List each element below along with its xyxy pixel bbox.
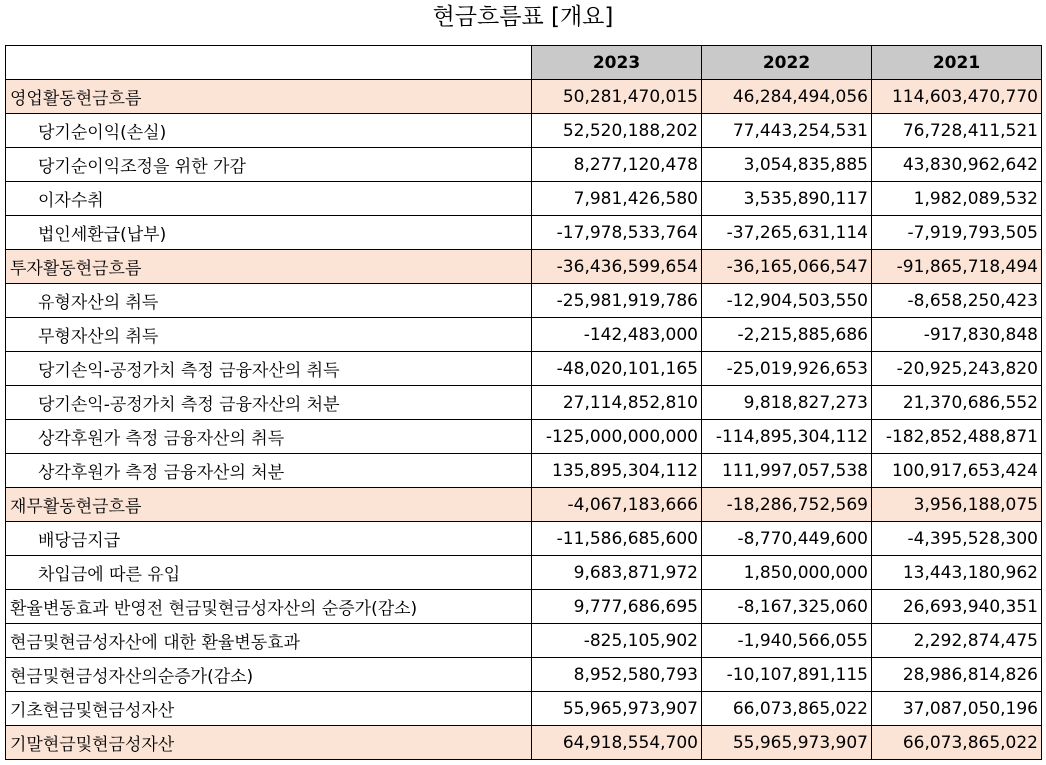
value-cell: 27,114,852,810 <box>532 386 702 420</box>
value-cell: 28,986,814,826 <box>872 658 1042 692</box>
value-cell: -25,981,919,786 <box>532 284 702 318</box>
value-cell: 55,965,973,907 <box>702 726 872 760</box>
value-cell: 13,443,180,962 <box>872 556 1042 590</box>
value-cell: 7,981,426,580 <box>532 182 702 216</box>
value-cell: -12,904,503,550 <box>702 284 872 318</box>
row-label: 현금및현금성자산의순증가(감소) <box>6 658 532 692</box>
row-label: 상각후원가 측정 금융자산의 처분 <box>6 454 532 488</box>
value-cell: 77,443,254,531 <box>702 114 872 148</box>
row-label: 유형자산의 취득 <box>6 284 532 318</box>
value-cell: 64,918,554,700 <box>532 726 702 760</box>
value-cell: 50,281,470,015 <box>532 80 702 114</box>
header-row <box>6 46 1042 80</box>
value-cell: -25,019,926,653 <box>702 352 872 386</box>
value-cell: 111,997,057,538 <box>702 454 872 488</box>
value-cell: -1,940,566,055 <box>702 624 872 658</box>
table-row <box>6 726 1042 760</box>
row-label: 이자수취 <box>6 182 532 216</box>
value-cell: 66,073,865,022 <box>872 726 1042 760</box>
value-cell: -17,978,533,764 <box>532 216 702 250</box>
table-row <box>6 624 1042 658</box>
value-cell: -91,865,718,494 <box>872 250 1042 284</box>
row-label: 현금및현금성자산에 대한 환율변동효과 <box>6 624 532 658</box>
value-cell: -182,852,488,871 <box>872 420 1042 454</box>
value-cell: 9,777,686,695 <box>532 590 702 624</box>
value-cell: 55,965,973,907 <box>532 692 702 726</box>
table-row <box>6 488 1042 522</box>
table-row <box>6 250 1042 284</box>
table-row <box>6 556 1042 590</box>
value-cell: 37,087,050,196 <box>872 692 1042 726</box>
table-row <box>6 148 1042 182</box>
value-cell: -11,586,685,600 <box>532 522 702 556</box>
table-row <box>6 284 1042 318</box>
row-label: 영업활동현금흐름 <box>6 80 532 114</box>
value-cell: 9,683,871,972 <box>532 556 702 590</box>
value-cell: 43,830,962,642 <box>872 148 1042 182</box>
table-row <box>6 386 1042 420</box>
value-cell: -125,000,000,000 <box>532 420 702 454</box>
row-label: 무형자산의 취득 <box>6 318 532 352</box>
value-cell: 3,535,890,117 <box>702 182 872 216</box>
value-cell: 8,952,580,793 <box>532 658 702 692</box>
table-row <box>6 590 1042 624</box>
row-label: 당기손익-공정가치 측정 금융자산의 취득 <box>6 352 532 386</box>
row-label: 환율변동효과 반영전 현금및현금성자산의 순증가(감소) <box>6 590 532 624</box>
row-label: 배당금지급 <box>6 522 532 556</box>
row-label: 당기손익-공정가치 측정 금융자산의 처분 <box>6 386 532 420</box>
cash-flow-table <box>5 45 1042 760</box>
column-header: 2021 <box>872 46 1042 80</box>
value-cell: -2,215,885,686 <box>702 318 872 352</box>
value-cell: 66,073,865,022 <box>702 692 872 726</box>
row-label: 재무활동현금흐름 <box>6 488 532 522</box>
table-row <box>6 352 1042 386</box>
value-cell: -114,895,304,112 <box>702 420 872 454</box>
row-label: 투자활동현금흐름 <box>6 250 532 284</box>
value-cell: -20,925,243,820 <box>872 352 1042 386</box>
header-blank-cell <box>6 46 532 80</box>
value-cell: 3,956,188,075 <box>872 488 1042 522</box>
row-label: 차입금에 따른 유입 <box>6 556 532 590</box>
page-title: 현금흐름표 [개요] <box>432 4 614 30</box>
row-label: 상각후원가 측정 금융자산의 취득 <box>6 420 532 454</box>
table-row <box>6 114 1042 148</box>
value-cell: -10,107,891,115 <box>702 658 872 692</box>
value-cell: 3,054,835,885 <box>702 148 872 182</box>
value-cell: -825,105,902 <box>532 624 702 658</box>
table-row <box>6 182 1042 216</box>
value-cell: -18,286,752,569 <box>702 488 872 522</box>
value-cell: 114,603,470,770 <box>872 80 1042 114</box>
row-label: 기말현금및현금성자산 <box>6 726 532 760</box>
column-header: 2022 <box>702 46 872 80</box>
value-cell: -4,067,183,666 <box>532 488 702 522</box>
column-header: 2023 <box>532 46 702 80</box>
value-cell: 21,370,686,552 <box>872 386 1042 420</box>
value-cell: -37,265,631,114 <box>702 216 872 250</box>
value-cell: -8,167,325,060 <box>702 590 872 624</box>
table-row <box>6 522 1042 556</box>
value-cell: 46,284,494,056 <box>702 80 872 114</box>
table-row <box>6 658 1042 692</box>
row-label: 법인세환급(납부) <box>6 216 532 250</box>
value-cell: 52,520,188,202 <box>532 114 702 148</box>
value-cell: -917,830,848 <box>872 318 1042 352</box>
value-cell: 2,292,874,475 <box>872 624 1042 658</box>
value-cell: -142,483,000 <box>532 318 702 352</box>
table-row <box>6 318 1042 352</box>
value-cell: -8,658,250,423 <box>872 284 1042 318</box>
value-cell: 100,917,653,424 <box>872 454 1042 488</box>
row-label: 당기순이익조정을 위한 가감 <box>6 148 532 182</box>
table-row <box>6 454 1042 488</box>
value-cell: 8,277,120,478 <box>532 148 702 182</box>
value-cell: -36,436,599,654 <box>532 250 702 284</box>
table-row <box>6 80 1042 114</box>
value-cell: 135,895,304,112 <box>532 454 702 488</box>
value-cell: 76,728,411,521 <box>872 114 1042 148</box>
value-cell: -36,165,066,547 <box>702 250 872 284</box>
value-cell: 9,818,827,273 <box>702 386 872 420</box>
table-row <box>6 420 1042 454</box>
value-cell: 1,982,089,532 <box>872 182 1042 216</box>
table-row <box>6 692 1042 726</box>
value-cell: -48,020,101,165 <box>532 352 702 386</box>
value-cell: -4,395,528,300 <box>872 522 1042 556</box>
row-label: 당기순이익(손실) <box>6 114 532 148</box>
value-cell: 26,693,940,351 <box>872 590 1042 624</box>
table-row <box>6 216 1042 250</box>
value-cell: -7,919,793,505 <box>872 216 1042 250</box>
row-label: 기초현금및현금성자산 <box>6 692 532 726</box>
value-cell: 1,850,000,000 <box>702 556 872 590</box>
value-cell: -8,770,449,600 <box>702 522 872 556</box>
